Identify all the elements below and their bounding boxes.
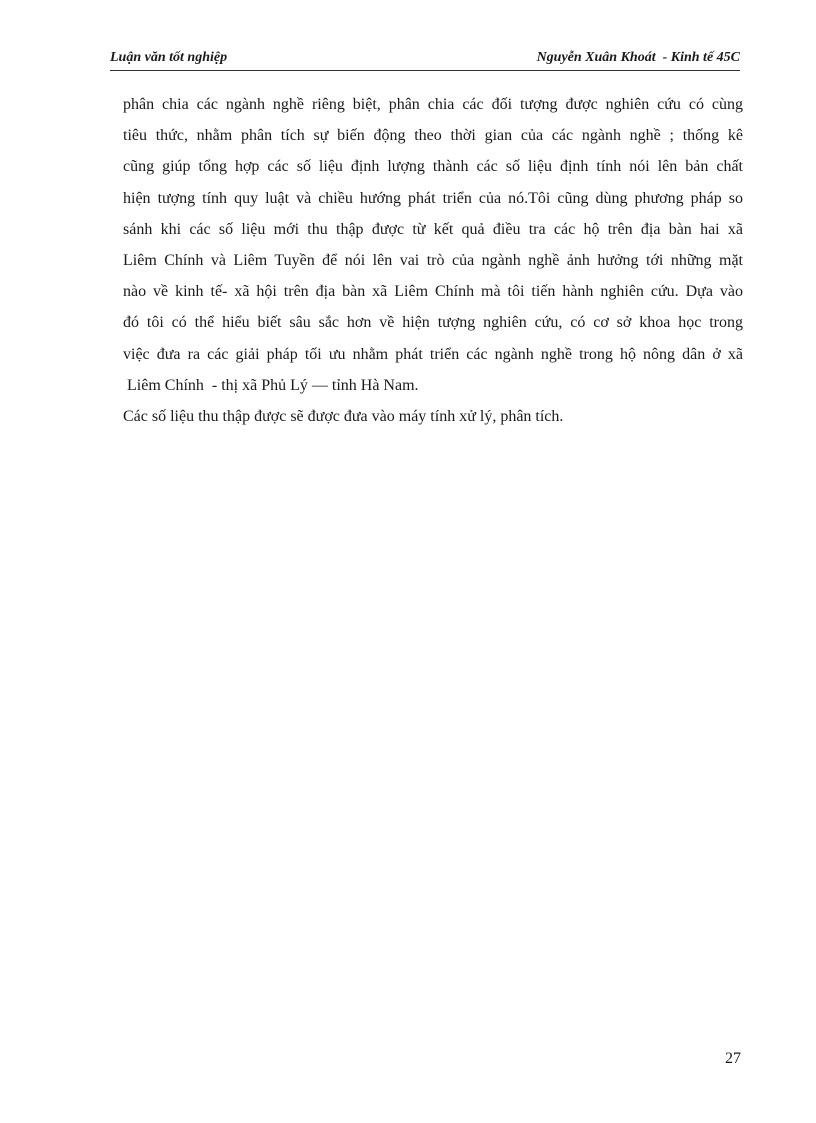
text-line: Các số liệu thu thập được sẽ được đưa vào máy tính xử lý, phân tích. bbox=[123, 408, 564, 426]
text-line: đó tôi có thể hiểu biết sâu sắc hơn về hiện tượng nghiên cứu, có cơ sở khoa học trong bbox=[123, 314, 743, 332]
header-author-label: Nguyễn Xuân Khoát - Kinh tế 45C bbox=[536, 50, 740, 65]
body-text bbox=[123, 89, 743, 432]
text-line: hiện tượng tính quy luật và chiều hướng phát triển của nó.Tôi cũng dùng phương pháp so bbox=[123, 189, 743, 207]
text-line: tiêu thức, nhằm phân tích sự biến động theo thời gian của các ngành nghề ; thống kê bbox=[123, 127, 743, 145]
text-line: Liêm Chính và Liêm Tuyền để nói lên vai trò của ngành nghề ảnh hưởng tới những mặt bbox=[123, 252, 743, 270]
header-rule bbox=[110, 70, 740, 71]
header-thesis-label: Luận văn tốt nghiệp bbox=[110, 50, 228, 65]
page-header bbox=[110, 50, 740, 70]
text-line: cũng giúp tổng hợp các số liệu định lượng thành các số liệu định tính nói lên bản chất bbox=[123, 158, 743, 176]
text-line: Liêm Chính - thị xã Phủ Lý — tỉnh Hà Nam. bbox=[123, 376, 419, 394]
text-line: sánh khi các số liệu mới thu thập được từ kết quả điều tra các hộ trên địa bàn hai xã bbox=[123, 220, 743, 238]
text-line: phân chia các ngành nghề riêng biệt, phân chia các đối tượng được nghiên cứu có cùng bbox=[123, 96, 743, 113]
paragraph-methods bbox=[123, 89, 743, 401]
text-line: nào về kinh tế- xã hội trên địa bàn xã Liêm Chính mà tôi tiến hành nghiên cứu. Dựa vào bbox=[123, 283, 743, 301]
paragraph-closing bbox=[123, 401, 743, 432]
page-number: 27 bbox=[725, 1050, 741, 1067]
text-line: việc đưa ra các giải pháp tối ưu nhằm phát triển các ngành nghề trong hộ nông dân ở xã bbox=[123, 345, 743, 363]
